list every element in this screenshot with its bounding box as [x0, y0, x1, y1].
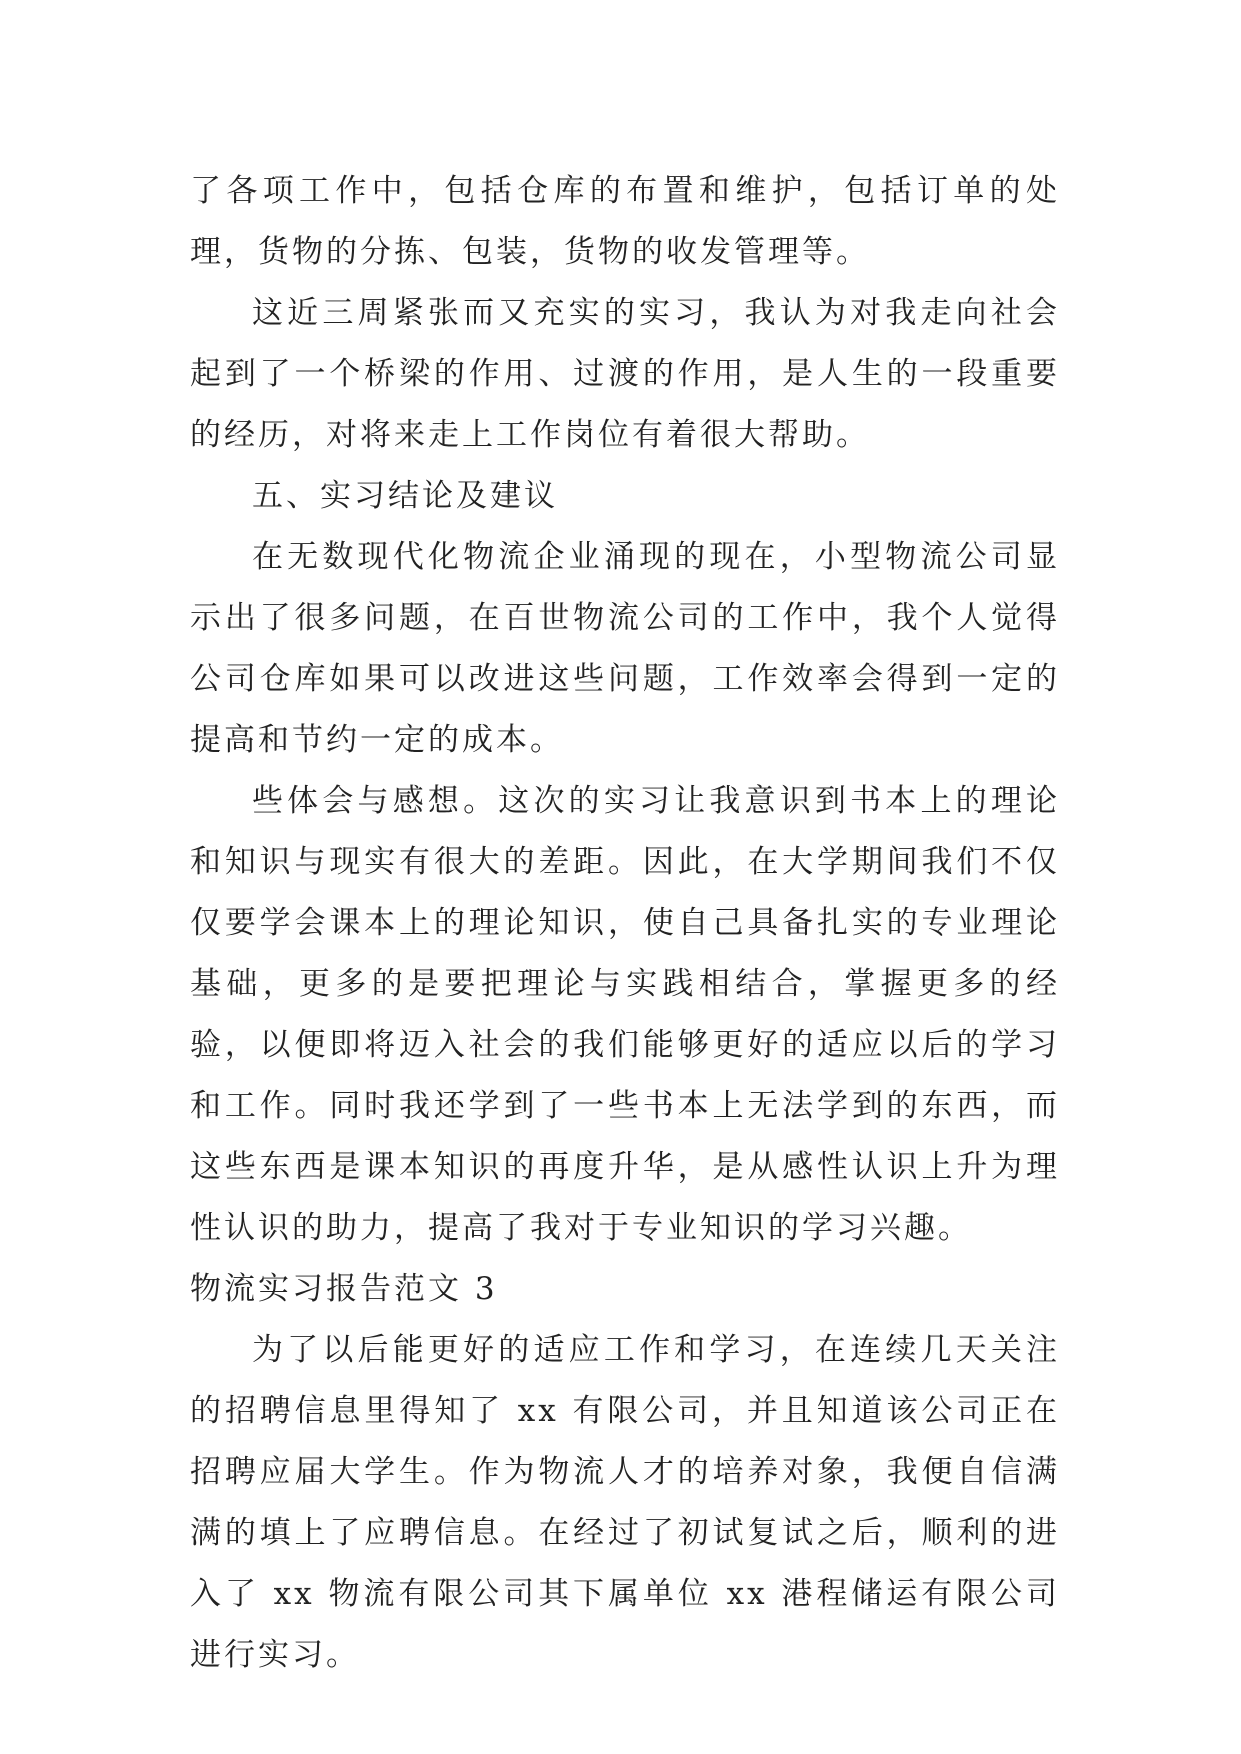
paragraph-report-intro: 为了以后能更好的适应工作和学习，在连续几天关注的招聘信息里得知了 xx 有限公司，并且知道该公司正在招聘应届大学生。作为物流人才的培养对象，我便自信满满的填上了应聘信息。在经过了初试复试之后，顺利的进入了 xx 物流有限公司其下属单位 xx 港程储运有限公司进行实习。: [190, 1332, 1060, 1673]
paragraph-insights: 些体会与感想。这次的实习让我意识到书本上的理论和知识与现实有很大的差距。因此，在大学期间我们不仅仅要学会课本上的理论知识，使自己具备扎实的专业理论基础，更多的是要把理论与实践相结合，掌握更多的经验，以便即将迈入社会的我们能够更好的适应以后的学习和工作。同时我还学到了一些书本上无法学到的东西，而这些东西是课本知识的再度升华，是从感性认识上升为理性认识的助力，提高了我对于专业知识的学习兴趣。: [190, 783, 1060, 1246]
section-heading-conclusion: 五、实习结论及建议: [252, 478, 558, 514]
paragraph-reflection: 这近三周紧张而又充实的实习，我认为对我走向社会起到了一个桥梁的作用、过渡的作用，是人生的一段重要的经历，对将来走上工作岗位有着很大帮助。: [190, 295, 1060, 453]
document-body: [190, 161, 1060, 1686]
report-title: 物流实习报告范文 3: [190, 1271, 498, 1307]
paragraph-continued: 了各项工作中，包括仓库的布置和维护，包括订单的处理，货物的分拣、包装，货物的收发管理等。: [190, 173, 1060, 270]
paragraph-conclusion: 在无数现代化物流企业涌现的现在，小型物流公司显示出了很多问题，在百世物流公司的工作中，我个人觉得公司仓库如果可以改进这些问题，工作效率会得到一定的提高和节约一定的成本。: [190, 539, 1060, 758]
